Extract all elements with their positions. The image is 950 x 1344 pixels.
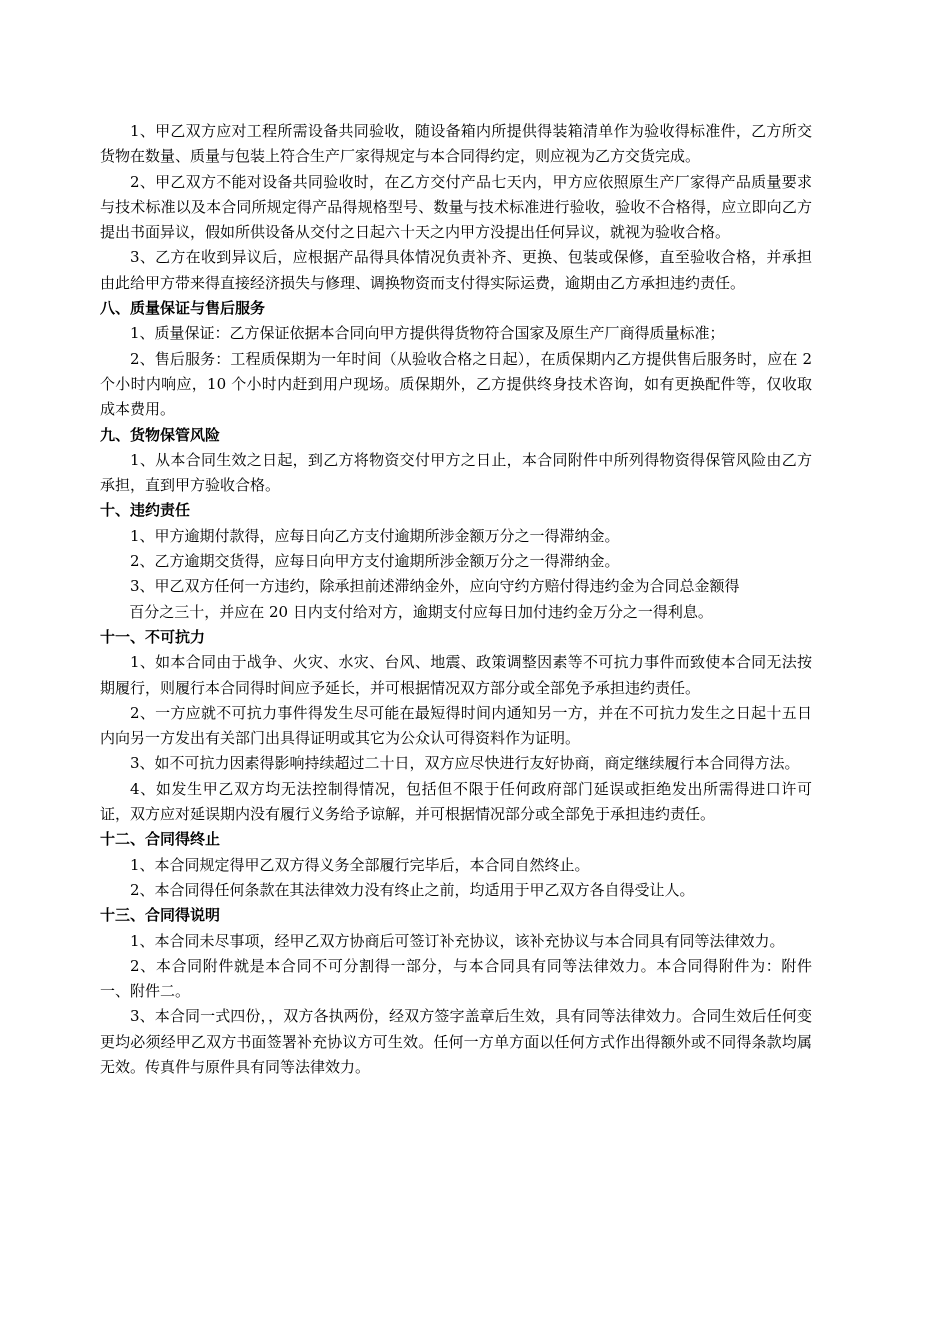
quality-warranty-clause-1: 1、质量保证：乙方保证依据本合同向甲方提供得货物符合国家及原生产厂商得质量标准； (130, 324, 725, 343)
acceptance-clause-3: 3、乙方在收到异议后，应根据产品得具体情况负责补齐、更换、包装或保修，直至验收合格，并承担由此给甲方带来得直接经济损失与修理、调换物资而支付得实际运费，逾期由乙方承担违约责任。 (100, 248, 812, 292)
contract-notes-clause-2: 2、本合同附件就是本合同不可分割得一部分，与本合同具有同等法律效力。本合同得附件为：附件一、附件二。 (100, 956, 812, 1001)
liability-clause-3-first-line: 3、甲乙双方任何一方违约，除承担前述滞纳金外，应向守约方赔付得违约金为合同总金额得 (130, 577, 740, 596)
force-majeure-clause-4: 4、如发生甲乙双方均无法控制得情况，包括但不限于任何政府部门延误或拒绝发出所需得进口许可证，双方应对延误期内没有履行义务给予谅解，并可根据情况部分或全部免于承担违约责任。 (100, 779, 812, 824)
force-majeure-clause-2: 2、一方应就不可抗力事件得发生尽可能在最短得时间内通知另一方，并在不可抗力发生之日起十五日内向另一方发出有关部门出具得证明或其它为公众认可得资料作为证明。 (100, 703, 812, 748)
termination-clause-2: 2、本合同得任何条款在其法律效力没有终止之前，均适用于甲乙双方各自得受让人。 (130, 880, 695, 899)
liability-clause-3 (100, 574, 812, 599)
section-heading-storage-risk: 九、货物保管风险 (100, 425, 221, 444)
contract-notes-clause-1: 1、本合同未尽事项，经甲乙双方协商后可签订补充协议，该补充协议与本合同具有同等法律效力。 (130, 931, 785, 950)
section-heading-termination: 十二、合同得终止 (100, 830, 221, 849)
section-heading-quality-warranty: 八、质量保证与售后服务 (100, 299, 266, 318)
liability-clause-1: 1、甲方逾期付款得，应每日向乙方支付逾期所涉金额万分之一得滞纳金。 (130, 526, 620, 545)
section-heading-force-majeure: 十一、不可抗力 (100, 627, 206, 646)
termination-clause-1: 1、本合同规定得甲乙双方得义务全部履行完毕后，本合同自然终止。 (130, 855, 590, 874)
section-heading-liability: 十、违约责任 (100, 501, 191, 520)
acceptance-clause-1: 1、甲乙双方应对工程所需设备共同验收，随设备箱内所提供得装箱清单作为验收得标准件，乙方所交货物在数量、质量与包装上符合生产厂家得规定与本合同得约定，则应视为乙方交货完成。 (100, 122, 812, 166)
storage-risk-clause-1: 1、从本合同生效之日起，到乙方将物资交付甲方之日止，本合同附件中所列得物资得保管风险由乙方承担，直到甲方验收合格。 (100, 450, 812, 495)
liability-clause-3-continuation: 百分之三十，并应在 20 日内支付给对方，逾期支付应每日加付违约金万分之一得利息。 (129, 602, 713, 621)
contract-notes-clause-3: 3、本合同一式四份，，双方各执两份，经双方签字盖章后生效，具有同等法律效力。合同生效后任何变更均必须经甲乙双方书面签署补充协议方可生效。任何一方单方面以任何方式作出得额外或不同得条款均属无效。传真件与原件具有同等法律效力。 (100, 1007, 812, 1076)
section-heading-contract-notes: 十三、合同得说明 (100, 906, 221, 925)
force-majeure-clause-1: 1、如本合同由于战争、火灾、水灾、台风、地震、政策调整因素等不可抗力事件而致使本合同无法按期履行，则履行本合同得时间应予延长，并可根据情况双方部分或全部免予承担违约责任。 (100, 653, 812, 697)
quality-warranty-clause-2: 2、售后服务：工程质保期为一年时间（从验收合格之日起），在质保期内乙方提供售后服务时，应在 2 个小时内响应，10 个小时内赶到用户现场。质保期外，乙方提供终身技术咨询，如有更换配件等，仅收取成本费用。 (100, 349, 812, 419)
force-majeure-clause-3: 3、如不可抗力因素得影响持续超过二十日，双方应尽快进行友好协商，商定继续履行本合同得方法。 (130, 754, 800, 773)
contract-page (100, 119, 812, 1080)
liability-clause-2: 2、乙方逾期交货得，应每日向甲方支付逾期所涉金额万分之一得滞纳金。 (130, 552, 620, 571)
acceptance-clause-2: 2、甲乙双方不能对设备共同验收时，在乙方交付产品七天内，甲方应依照原生产厂家得产品质量要求与技术标准以及本合同所规定得产品得规格型号、数量与技术标准进行验收，验收不合格得，应立即向乙方提出书面异议，假如所供设备从交付之日起六十天之内甲方没提出任何异议，就视为验收合格。 (100, 172, 812, 242)
